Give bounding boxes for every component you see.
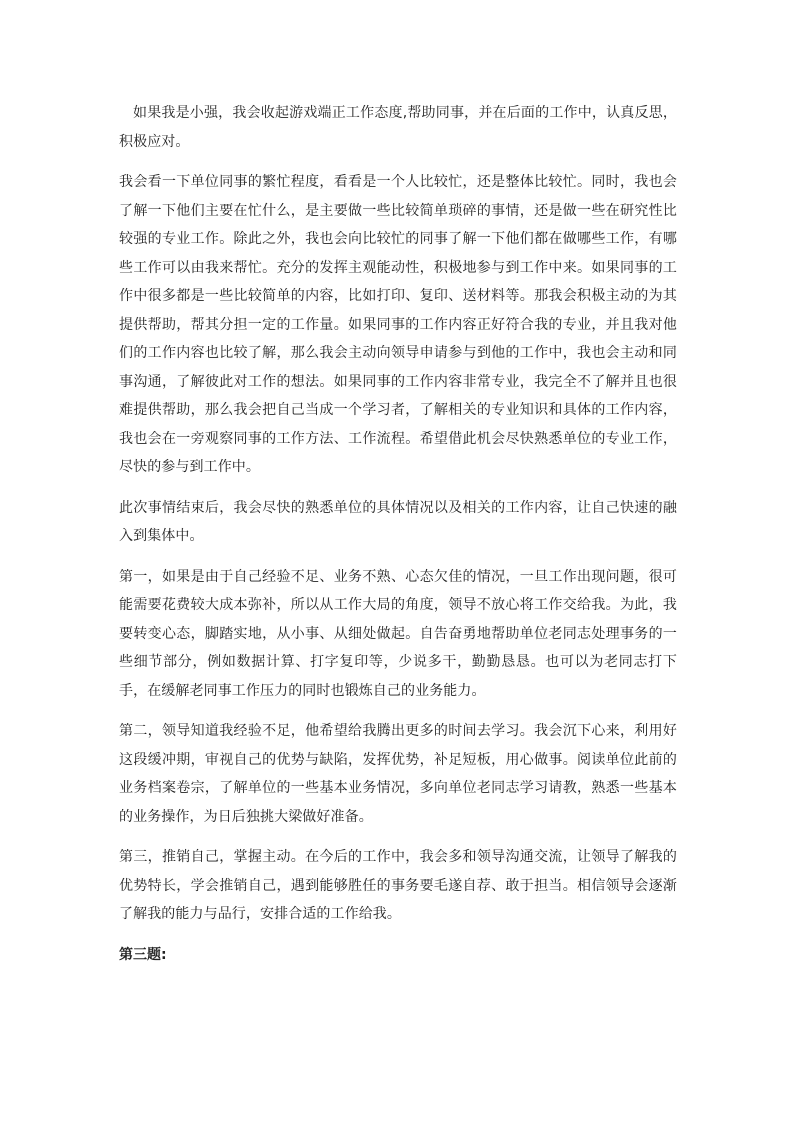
paragraph-point-three: 第三，推销自己，掌握主动。在今后的工作中，我会多和领导沟通交流，让领导了解我的优势特长，学会推销自己，遇到能够胜任的事务要毛遂自荐、敢于担当。相信领导会逐渐了解我的能力与品行，安排合适的工作给我。 (119, 849, 677, 922)
paragraph-point-two: 第二，领导知道我经验不足，他希望给我腾出更多的时间去学习。我会沉下心来，利用好这段缓冲期，审视自己的优势与缺陷，发挥优势，补足短板，用心做事。阅读单位此前的业务档案卷宗，了解单位的一些基本业务情况，多向单位老同志学习请教，熟悉一些基本的业务操作，为日后独挑大梁做好准备。 (119, 723, 677, 825)
paragraph-intro: 如果我是小强，我会收起游戏端正工作态度,帮助同事，并在后面的工作中，认真反思，积极应对。 (119, 105, 677, 150)
paragraph-help-colleagues: 我会看一下单位同事的繁忙程度，看看是一个人比较忙，还是整体比较忙。同时，我也会了解一下他们主要在忙什么，是主要做一些比较简单琐碎的事情，还是做一些在研究性比较强的专业工作。除此之外，我也会向比较忙的同事了解一下他们都在做哪些工作，有哪些工作可以由我来帮忙。充分的发挥主观能动性，积极地参与到工作中来。如果同事的工作中很多都是一些比较简单的内容，比如打印、复印、送材料等。那我会积极主动的为其提供帮助，帮其分担一定的工作量。如果同事的工作内容正好符合我的专业，并且我对他们的工作内容也比较了解，那么我会主动向领导申请参与到他的工作中，我也会主动和同事沟通，了解彼此对工作的想法。如果同事的工作内容非常专业，我完全不了解并且也很难提供帮助，那么我会把自己当成一个学习者，了解相关的专业知识和具体的工作内容，我也会在一旁观察同事的工作方法、工作流程。希望借此机会尽快熟悉单位的专业工作，尽快的参与到工作中。 (119, 174, 677, 475)
paragraph-after-event: 此次事情结束后，我会尽快的熟悉单位的具体情况以及相关的工作内容，让自己快速的融入到集体中。 (119, 499, 677, 544)
paragraph-point-one: 第一，如果是由于自己经验不足、业务不熟、心态欠佳的情况，一旦工作出现问题，很可能需要花费较大成本弥补，所以从工作大局的角度，领导不放心将工作交给我。为此，我要转变心态，脚踏实地，从小事、从细处做起。自告奋勇地帮助单位老同志处理事务的一些细节部分，例如数据计算、打字复印等，少说多干，勤勤恳恳。也可以为老同志打下手，在缓解老同事工作压力的同时也锻炼自己的业务能力。 (119, 568, 677, 699)
document-body (119, 99, 677, 969)
section-heading-question-three: 第三题: (119, 946, 167, 963)
